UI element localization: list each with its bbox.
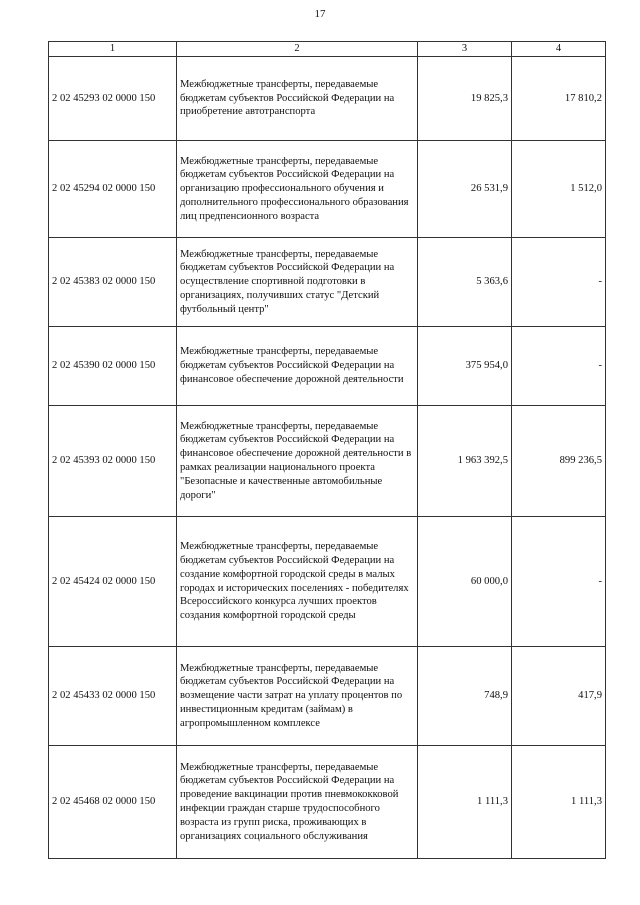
row-name: Межбюджетные трансферты, передаваемые бюджетам субъектов Российской Федерации на приобретение автотранспорта bbox=[177, 57, 418, 141]
row-name: Межбюджетные трансферты, передаваемые бюджетам субъектов Российской Федерации на финансовое обеспечение дорожной деятельности bbox=[177, 327, 418, 406]
row-code: 2 02 45383 02 0000 150 bbox=[49, 238, 177, 327]
row-name: Межбюджетные трансферты, передаваемые бюджетам субъектов Российской Федерации на создание комфортной городской среды в малых городах и исторических поселениях - победителях Всероссийского конкурса лучших проектов создания комфортной городской среды bbox=[177, 517, 418, 647]
row-value-col3: 1 963 392,5 bbox=[418, 406, 512, 517]
row-value-col3: 1 111,3 bbox=[418, 746, 512, 859]
table-row bbox=[49, 746, 606, 859]
header-col-4: 4 bbox=[512, 42, 606, 57]
row-code: 2 02 45393 02 0000 150 bbox=[49, 406, 177, 517]
row-name: Межбюджетные трансферты, передаваемые бюджетам субъектов Российской Федерации на осуществление спортивной подготовки в организациях, получивших статус "Детский футбольный центр" bbox=[177, 238, 418, 327]
row-value-col4: 417,9 bbox=[512, 647, 606, 746]
row-value-col3: 748,9 bbox=[418, 647, 512, 746]
table-row bbox=[49, 647, 606, 746]
row-code: 2 02 45424 02 0000 150 bbox=[49, 517, 177, 647]
row-value-col4: - bbox=[512, 238, 606, 327]
row-name: Межбюджетные трансферты, передаваемые бюджетам субъектов Российской Федерации на проведение вакцинации против пневмококковой инфекции граждан старше трудоспособного возраста из групп риска, проживающих в организациях социального обслуживания bbox=[177, 746, 418, 859]
row-name: Межбюджетные трансферты, передаваемые бюджетам субъектов Российской Федерации на возмещение части затрат на уплату процентов по инвестиционным кредитам (займам) в агропромышленном комплексе bbox=[177, 647, 418, 746]
row-value-col3: 19 825,3 bbox=[418, 57, 512, 141]
row-value-col3: 60 000,0 bbox=[418, 517, 512, 647]
table-row bbox=[49, 141, 606, 238]
row-code: 2 02 45294 02 0000 150 bbox=[49, 141, 177, 238]
table-row bbox=[49, 327, 606, 406]
row-code: 2 02 45468 02 0000 150 bbox=[49, 746, 177, 859]
table-row bbox=[49, 517, 606, 647]
budget-table bbox=[48, 41, 606, 859]
table-header-row bbox=[49, 42, 606, 57]
table-row bbox=[49, 57, 606, 141]
header-col-3: 3 bbox=[418, 42, 512, 57]
row-value-col4: - bbox=[512, 327, 606, 406]
row-value-col3: 375 954,0 bbox=[418, 327, 512, 406]
row-value-col4: 1 111,3 bbox=[512, 746, 606, 859]
row-value-col4: 1 512,0 bbox=[512, 141, 606, 238]
header-col-2: 2 bbox=[177, 42, 418, 57]
row-value-col4: - bbox=[512, 517, 606, 647]
table-row bbox=[49, 238, 606, 327]
row-code: 2 02 45433 02 0000 150 bbox=[49, 647, 177, 746]
row-value-col3: 26 531,9 bbox=[418, 141, 512, 238]
row-value-col4: 17 810,2 bbox=[512, 57, 606, 141]
row-code: 2 02 45293 02 0000 150 bbox=[49, 57, 177, 141]
page-number: 17 bbox=[314, 8, 326, 20]
table-row bbox=[49, 406, 606, 517]
header-col-1: 1 bbox=[49, 42, 177, 57]
row-name: Межбюджетные трансферты, передаваемые бюджетам субъектов Российской Федерации на организацию профессионального обучения и дополнительного профессионального образования лиц предпенсионного возраста bbox=[177, 141, 418, 238]
row-code: 2 02 45390 02 0000 150 bbox=[49, 327, 177, 406]
row-name: Межбюджетные трансферты, передаваемые бюджетам субъектов Российской Федерации на финансовое обеспечение дорожной деятельности в рамках реализации национального проекта "Безопасные и качественные автомобильные дороги" bbox=[177, 406, 418, 517]
row-value-col3: 5 363,6 bbox=[418, 238, 512, 327]
row-value-col4: 899 236,5 bbox=[512, 406, 606, 517]
